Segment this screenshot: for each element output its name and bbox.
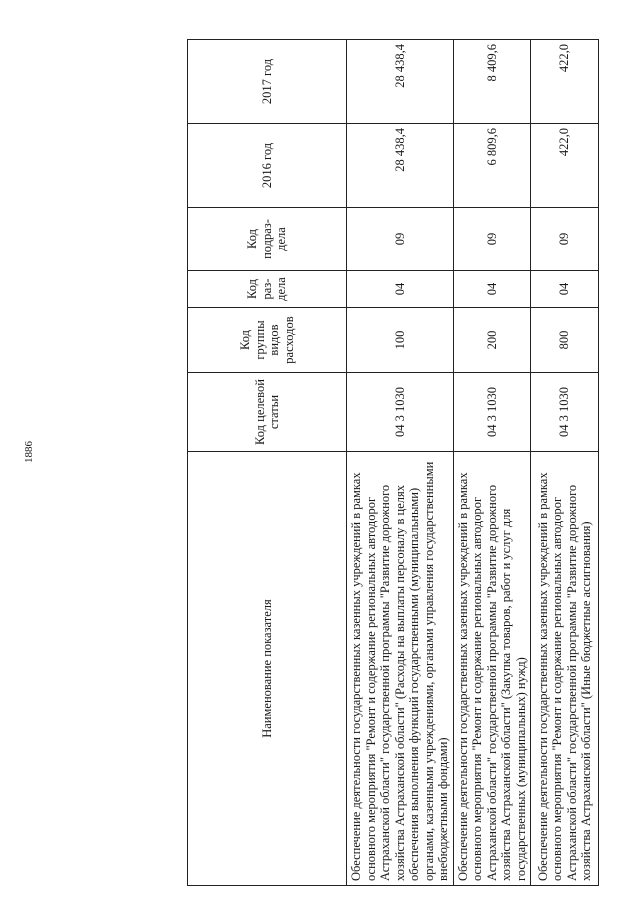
cell-year-2016: 28 438,4 bbox=[347, 124, 454, 208]
header-subsection-code: Код подраз-дела bbox=[188, 208, 347, 271]
cell-year-2016: 6 809,6 bbox=[453, 124, 531, 208]
cell-year-2017: 28 438,4 bbox=[347, 40, 454, 124]
cell-target-code: 04 3 1030 bbox=[453, 373, 531, 452]
cell-subsection-code: 09 bbox=[347, 208, 454, 271]
page-number: 1886 bbox=[23, 441, 35, 463]
cell-expense-group-code: 200 bbox=[453, 308, 531, 373]
cell-year-2017: 422,0 bbox=[531, 40, 599, 124]
table-row bbox=[531, 40, 599, 886]
cell-name: Обеспечение деятельности государственных казенных учреждений в рамках основного мероприятия "Ремонт и содержание региональных автодорог Астраханской области" государственной программы "Развитие дорожного хозяйства Астраханской области" (Иные бюджетные ассигнования) bbox=[531, 452, 599, 886]
rotated-table-container bbox=[187, 40, 593, 886]
cell-section-code: 04 bbox=[347, 271, 454, 308]
cell-name: Обеспечение деятельности государственных казенных учреждений в рамках основного мероприятия "Ремонт и содержание региональных автодорог Астраханской области" государственной программы "Развитие дорожного хозяйства Астраханской области" (Расходы на выплаты персоналу в целях обеспечения выполнения функций государственными (муниципальными) органами, казенными учреждениями, органами управления государственными внебюджетными фондами) bbox=[347, 452, 454, 886]
budget-table bbox=[187, 39, 599, 886]
cell-year-2017: 8 409,6 bbox=[453, 40, 531, 124]
table-header-row bbox=[188, 40, 347, 886]
table-row bbox=[453, 40, 531, 886]
cell-expense-group-code: 800 bbox=[531, 308, 599, 373]
cell-target-code: 04 3 1030 bbox=[347, 373, 454, 452]
cell-target-code: 04 3 1030 bbox=[531, 373, 599, 452]
header-year-2017: 2017 год bbox=[188, 40, 347, 124]
cell-name: Обеспечение деятельности государственных казенных учреждений в рамках основного мероприятия "Ремонт и содержание региональных автодорог Астраханской области" государственной программы "Развитие дорожного хозяйства Астраханской области" (Закупка товаров, работ и услуг для государственных (муниципальных) нужд) bbox=[453, 452, 531, 886]
header-expense-group-code: Код группы видов расходов bbox=[188, 308, 347, 373]
cell-year-2016: 422,0 bbox=[531, 124, 599, 208]
cell-expense-group-code: 100 bbox=[347, 308, 454, 373]
cell-subsection-code: 09 bbox=[531, 208, 599, 271]
cell-section-code: 04 bbox=[531, 271, 599, 308]
header-name: Наименование показателя bbox=[188, 452, 347, 886]
cell-section-code: 04 bbox=[453, 271, 531, 308]
header-target-code: Код целевой статьи bbox=[188, 373, 347, 452]
header-year-2016: 2016 год bbox=[188, 124, 347, 208]
header-section-code: Код раз-дела bbox=[188, 271, 347, 308]
table-row bbox=[347, 40, 454, 886]
cell-subsection-code: 09 bbox=[453, 208, 531, 271]
